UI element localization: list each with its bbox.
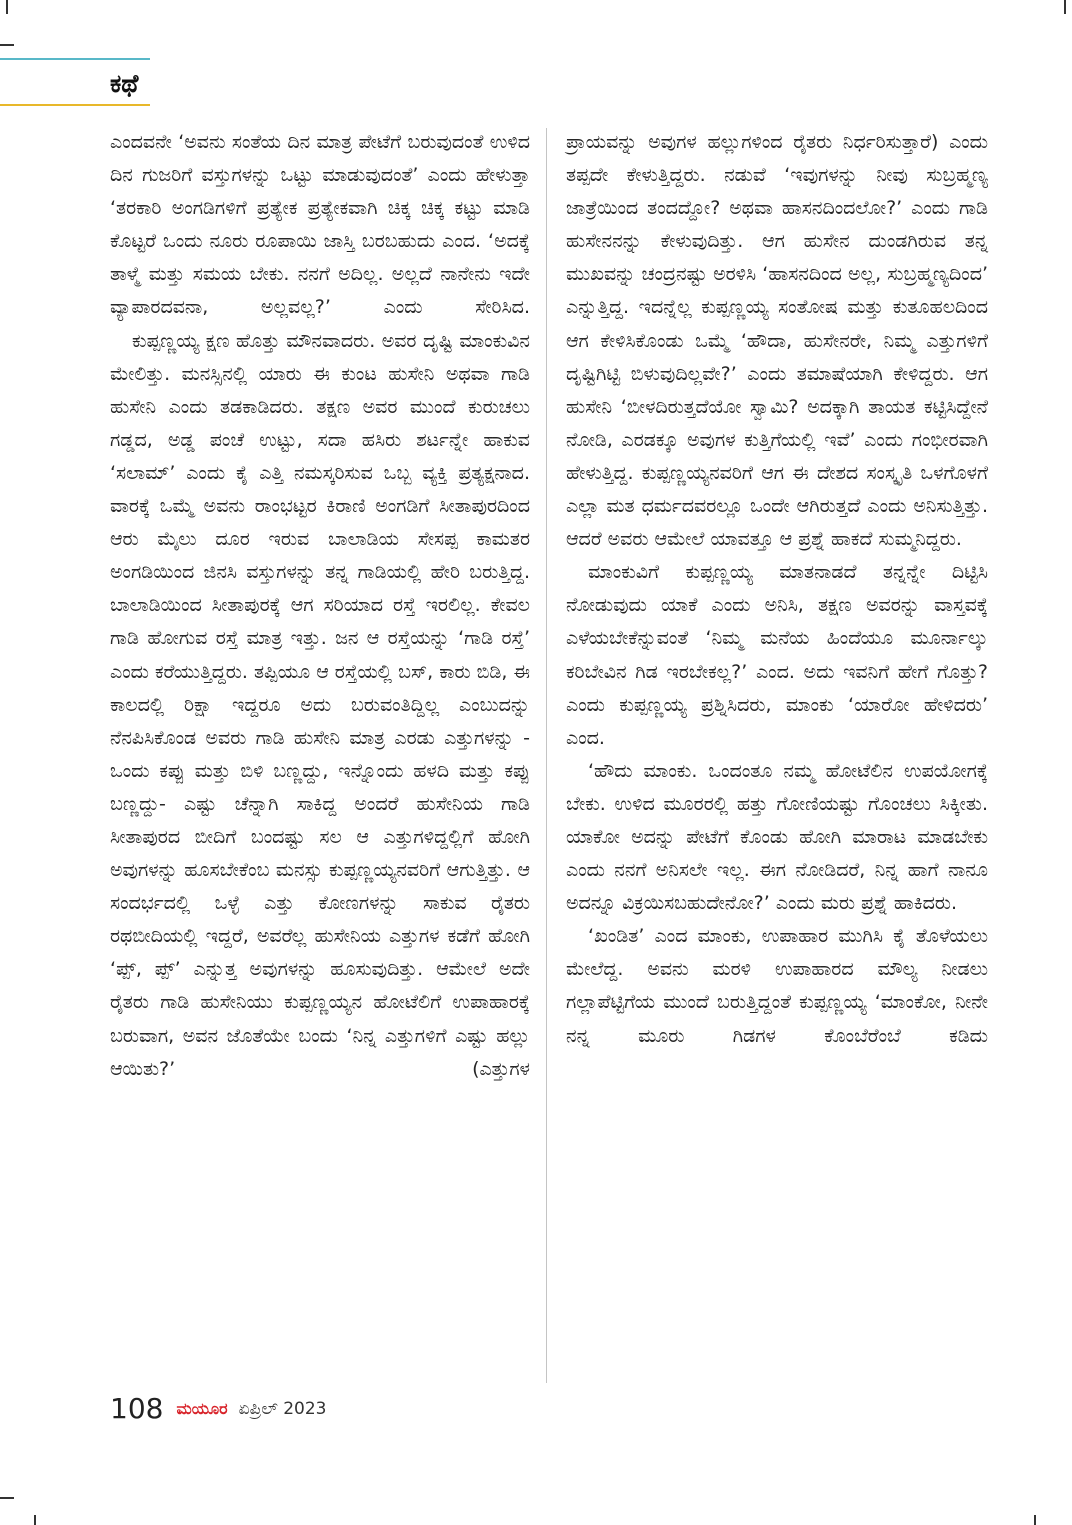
column-divider — [546, 128, 547, 1383]
crop-mark — [0, 44, 14, 46]
paragraph: ಮಾಂಕುವಿಗೆ ಕುಪ್ಪಣ್ಣಯ್ಯ ಮಾತನಾಡದೆ ತನ್ನನ್ನೇ ದಿಟ್ಟಿಸಿ ನೋಡುವುದು ಯಾಕೆ ಎಂದು ಅನಿಸಿ, ತಕ್ಷಣ ಅವರನ್ನು ವಾಸ್ತವಕ್ಕೆ ಎಳೆಯಬೇಕೆನ್ನುವಂತೆ ‘ನಿಮ್ಮ ಮನೆಯ ಹಿಂದೆಯೂ ಮೂರ್ನಾಲ್ಕು ಕರಿಬೇವಿನ ಗಿಡ ಇರಬೇಕಲ್ಲ?’ ಎಂದ. ಅದು ಇವನಿಗೆ ಹೇಗೆ ಗೊತ್ತು? ಎಂದು ಕುಪ್ಪಣ್ಣಯ್ಯ ಪ್ರಶ್ನಿಸಿದರು, ಮಾಂಕು ‘ಯಾರೋ ಹೇಳಿದರು’ ಎಂದ. — [566, 561, 988, 749]
header-rule-bottom — [0, 104, 150, 106]
crop-mark — [1034, 1515, 1036, 1525]
header-rule-top — [0, 58, 150, 60]
crop-mark — [6, 0, 8, 14]
paragraph: ಕುಪ್ಪಣ್ಣಯ್ಯ ಕ್ಷಣ ಹೊತ್ತು ಮೌನವಾದರು. ಅವರ ದೃಷ್ಟಿ ಮಾಂಕುವಿನ ಮೇಲಿತ್ತು. ಮನಸ್ಸಿನಲ್ಲಿ ಯಾರು ಈ ಕುಂಟ ಹುಸೇನಿ ಅಥವಾ ಗಾಡಿ ಹುಸೇನಿ ಎಂದು ತಡಕಾಡಿದರು. ತಕ್ಷಣ ಅವರ ಮುಂದೆ ಕುರುಚಲು ಗಡ್ಡದ, ಅಡ್ಡ ಪಂಚೆ ಉಟ್ಟು, ಸದಾ ಹಸಿರು ಶರ್ಟನ್ನೇ ಹಾಕುವ ‘ಸಲಾಮ್’ ಎಂದು ಕೈ ಎತ್ತಿ ನಮಸ್ಕರಿಸುವ ಒಬ್ಬ ವ್ಯಕ್ತಿ ಪ್ರತ್ಯಕ್ಷನಾದ. ವಾರಕ್ಕೆ ಒಮ್ಮೆ ಅವನು ರಾಂಭಟ್ಟರ ಕಿರಾಣಿ ಅಂಗಡಿಗೆ ಸೀತಾಪುರದಿಂದ ಆರು ಮೈಲು ದೂರ ಇರುವ ಬಾಲಾಡಿಯ ಸೇಸಪ್ಪ ಕಾಮತರ ಅಂಗಡಿಯಿಂದ ಜಿನಸಿ ವಸ್ತುಗಳನ್ನು ತನ್ನ ಗಾಡಿಯಲ್ಲಿ ಹೇರಿ ಬರುತ್ತಿದ್ದ. ಬಾಲಾಡಿಯಿಂದ ಸೀತಾಪುರಕ್ಕೆ ಆಗ ಸರಿಯಾದ ರಸ್ತೆ ಇರಲಿಲ್ಲ. ಕೇವಲ ಗಾಡಿ ಹೋಗುವ ರಸ್ತೆ ಮಾತ್ರ ಇತ್ತು. ಜನ ಆ ರಸ್ತೆಯನ್ನು ‘ಗಾಡಿ ರಸ್ತೆ’ ಎಂದು ಕರೆಯುತ್ತಿದ್ದರು. ತಪ್ಪಿಯೂ ಆ ರಸ್ತೆಯಲ್ಲಿ ಬಸ್, ಕಾರು ಬಿಡಿ, ಈ ಕಾಲದಲ್ಲಿ ರಿಕ್ಷಾ ಇದ್ದರೂ ಅದು ಬರುವಂತಿದ್ದಿಲ್ಲ ಎಂಬುದನ್ನು ನೆನಪಿಸಿಕೊಂಡ ಅವರು ಗಾಡಿ ಹುಸೇನಿ ಮಾತ್ರ ಎರಡು ಎತ್ತುಗಳನ್ನು - ಒಂದು ಕಪ್ಪು ಮತ್ತು ಬಿಳಿ ಬಣ್ಣದ್ದು, ಇನ್ನೊಂದು ಹಳದಿ ಮತ್ತು ಕಪ್ಪು ಬಣ್ಣದ್ದು- ಎಷ್ಟು ಚೆನ್ನಾಗಿ ಸಾಕಿದ್ದ ಅಂದರೆ ಹುಸೇನಿಯ ಗಾಡಿ ಸೀತಾಪುರದ ಬೀದಿಗೆ ಬಂದಷ್ಟು ಸಲ ಆ ಎತ್ತುಗಳಿದ್ದಲ್ಲಿಗೆ ಹೋಗಿ ಅವುಗಳನ್ನು ಹೂಸಬೇಕೆಂಬ ಮನಸ್ಸು ಕುಪ್ಪಣ್ಣಯ್ಯನವರಿಗೆ ಆಗುತ್ತಿತ್ತು. ಆ ಸಂದರ್ಭದಲ್ಲಿ ಒಳ್ಳೆ ಎತ್ತು ಕೋಣಗಳನ್ನು ಸಾಕುವ ರೈತರು ರಥಬೀದಿಯಲ್ಲಿ ಇದ್ದರೆ, ಅವರೆಲ್ಲ ಹುಸೇನಿಯ ಎತ್ತುಗಳ ಕಡೆಗೆ ಹೋಗಿ ‘ಪ್ಪ್, ಪ್ಪ್’ ಎನ್ನುತ್ತ ಅವುಗಳನ್ನು ಹೂಸುವುದಿತ್ತು. ಆಮೇಲೆ ಅದೇ ರೈತರು ಗಾಡಿ ಹುಸೇನಿಯು ಕುಪ್ಪಣ್ಣಯ್ಯನ ಹೋಟೆಲಿಗೆ ಉಪಾಹಾರಕ್ಕೆ ಬರುವಾಗ, ಅವನ ಜೊತೆಯೇ ಬಂದು ‘ನಿನ್ನ ಎತ್ತುಗಳಿಗೆ ಎಷ್ಟು ಹಲ್ಲು ಆಯಿತು?’ (ಎತ್ತುಗಳ — [110, 329, 531, 1080]
magazine-logo: ಮಯೂರ — [176, 1398, 228, 1418]
article-column-left — [110, 126, 530, 1086]
page-number: 108 — [110, 1392, 164, 1425]
crop-mark — [34, 1515, 36, 1525]
article-column-right — [566, 126, 988, 1053]
issue-date: ಏಪ್ರಿಲ್ 2023 — [238, 1398, 327, 1419]
paragraph: ‘ಹೌದು ಮಾಂಕು. ಒಂದಂತೂ ನಮ್ಮ ಹೋಟೆಲಿನ ಉಪಯೋಗಕ್ಕೆ ಬೇಕು. ಉಳಿದ ಮೂರರಲ್ಲಿ ಹತ್ತು ಗೋಣಿಯಷ್ಟು ಗೊಂಚಲು ಸಿಕ್ಕೀತು. ಯಾಕೋ ಅದನ್ನು ಪೇಟೆಗೆ ಕೊಂಡು ಹೋಗಿ ಮಾರಾಟ ಮಾಡಬೇಕು ಎಂದು ನನಗೆ ಅನಿಸಲೇ ಇಲ್ಲ. ಈಗ ನೋಡಿದರೆ, ನಿನ್ನ ಹಾಗೆ ನಾನೂ ಅದನ್ನೂ ವಿಕ್ರಯಿಸಬಹುದೇನೋ?’ ಎಂದು ಮರು ಪ್ರಶ್ನೆ ಹಾಕಿದರು. — [566, 759, 989, 915]
section-title: ಕಥೆ — [110, 69, 139, 98]
paragraph: ‘ಖಂಡಿತ’ ಎಂದ ಮಾಂಕು, ಉಪಾಹಾರ ಮುಗಿಸಿ ಕೈ ತೊಳೆಯಲು ಮೇಲೆದ್ದ. ಅವನು ಮರಳಿ ಉಪಾಹಾರದ ಮೌಲ್ಯ ನೀಡಲು ಗಲ್ಲಾಪೆಟ್ಟಿಗೆಯ ಮುಂದೆ ಬರುತ್ತಿದ್ದಂತೆ ಕುಪ್ಪಣ್ಣಯ್ಯ ‘ಮಾಂಕೋ, ನೀನೇ ನನ್ನ ಮೂರು ಗಿಡಗಳ ಕೊಂಬೆರೆಂಬೆ ಕಡಿದು — [566, 925, 988, 1047]
page-footer — [110, 1392, 326, 1432]
paragraph: ಎಂದವನೇ ‘ಅವನು ಸಂತೆಯ ದಿನ ಮಾತ್ರ ಪೇಟೆಗೆ ಬರುವುದಂತೆ ಉಳಿದ ದಿನ ಗುಜರಿಗೆ ವಸ್ತುಗಳನ್ನು ಒಟ್ಟು ಮಾಡುವುದಂತೆ’ ಎಂದು ಹೇಳುತ್ತಾ ‘ತರಕಾರಿ ಅಂಗಡಿಗಳಿಗೆ ಪ್ರತ್ಯೇಕ ಪ್ರತ್ಯೇಕವಾಗಿ ಚಿಕ್ಕ ಚಿಕ್ಕ ಕಟ್ಟು ಮಾಡಿ ಕೊಟ್ಟರೆ ಒಂದು ನೂರು ರೂಪಾಯಿ ಜಾಸ್ತಿ ಬರಬಹುದು ಎಂದ. ‘ಅದಕ್ಕೆ ತಾಳ್ಮೆ ಮತ್ತು ಸಮಯ ಬೇಕು. ನನಗೆ ಅದಿಲ್ಲ. ಅಲ್ಲದೆ ನಾನೇನು ಇದೇ ವ್ಯಾಪಾರದವನಾ, ಅಲ್ಲವಲ್ಲ?’ ಎಂದು ಸೇರಿಸಿದ. — [110, 131, 531, 319]
paragraph: ಪ್ರಾಯವನ್ನು ಅವುಗಳ ಹಲ್ಲುಗಳಿಂದ ರೈತರು ನಿರ್ಧರಿಸುತ್ತಾರೆ) ಎಂದು ತಪ್ಪದೇ ಕೇಳುತ್ತಿದ್ದರು. ನಡುವೆ ‘ಇವುಗಳನ್ನು ನೀವು ಸುಬ್ರಹ್ಮಣ್ಯ ಜಾತ್ರೆಯಿಂದ ತಂದದ್ದೋ? ಅಥವಾ ಹಾಸನದಿಂದಲೋ?’ ಎಂದು ಗಾಡಿ ಹುಸೇನನನ್ನು ಕೇಳುವುದಿತ್ತು. ಆಗ ಹುಸೇನ ದುಂಡಗಿರುವ ತನ್ನ ಮುಖವನ್ನು ಚಂದ್ರನಷ್ಟು ಅರಳಿಸಿ ‘ಹಾಸನದಿಂದ ಅಲ್ಲ, ಸುಬ್ರಹ್ಮಣ್ಯದಿಂದ’ ಎನ್ನುತ್ತಿದ್ದ. ಇದನ್ನೆಲ್ಲ ಕುಪ್ಪಣ್ಣಯ್ಯ ಸಂತೋಷ ಮತ್ತು ಕುತೂಹಲದಿಂದ ಆಗ ಕೇಳಿಸಿಕೊಂಡು ಒಮ್ಮೆ ‘ಹೌದಾ, ಹುಸೇನರೇ, ನಿಮ್ಮ ಎತ್ತುಗಳಿಗೆ ದೃಷ್ಟಿಗಿಟ್ಟಿ ಬಿಳುವುದಿಲ್ಲವೇ?’ ಎಂದು ತಮಾಷೆಯಾಗಿ ಕೇಳಿದ್ದರು. ಆಗ ಹುಸೇನಿ ‘ಬೀಳದಿರುತ್ತದೆಯೋ ಸ್ವಾಮಿ? ಅದಕ್ಕಾಗಿ ತಾಯತ ಕಟ್ಟಿಸಿದ್ದೇನೆ ನೋಡಿ, ಎರಡಕ್ಕೂ ಅವುಗಳ ಕುತ್ತಿಗೆಯಲ್ಲಿ ಇವೆ’ ಎಂದು ಗಂಭೀರವಾಗಿ ಹೇಳುತ್ತಿದ್ದ. ಕುಪ್ಪಣ್ಣಯ್ಯನವರಿಗೆ ಆಗ ಈ ದೇಶದ ಸಂಸ್ಕೃತಿ ಒಳಗೊಳಗೆ ಎಲ್ಲಾ ಮತ ಧರ್ಮದವರಲ್ಲೂ ಒಂದೇ ಆಗಿರುತ್ತದೆ ಎಂದು ಅನಿಸುತ್ತಿತ್ತು. ಆದರೆ ಅವರು ಆಮೇಲೆ ಯಾವತ್ತೂ ಆ ಪ್ರಶ್ನೆ ಹಾಕದೆ ಸುಮ್ಮನಿದ್ದರು. — [566, 131, 989, 551]
crop-mark — [0, 1497, 14, 1499]
crop-mark — [1064, 0, 1066, 14]
